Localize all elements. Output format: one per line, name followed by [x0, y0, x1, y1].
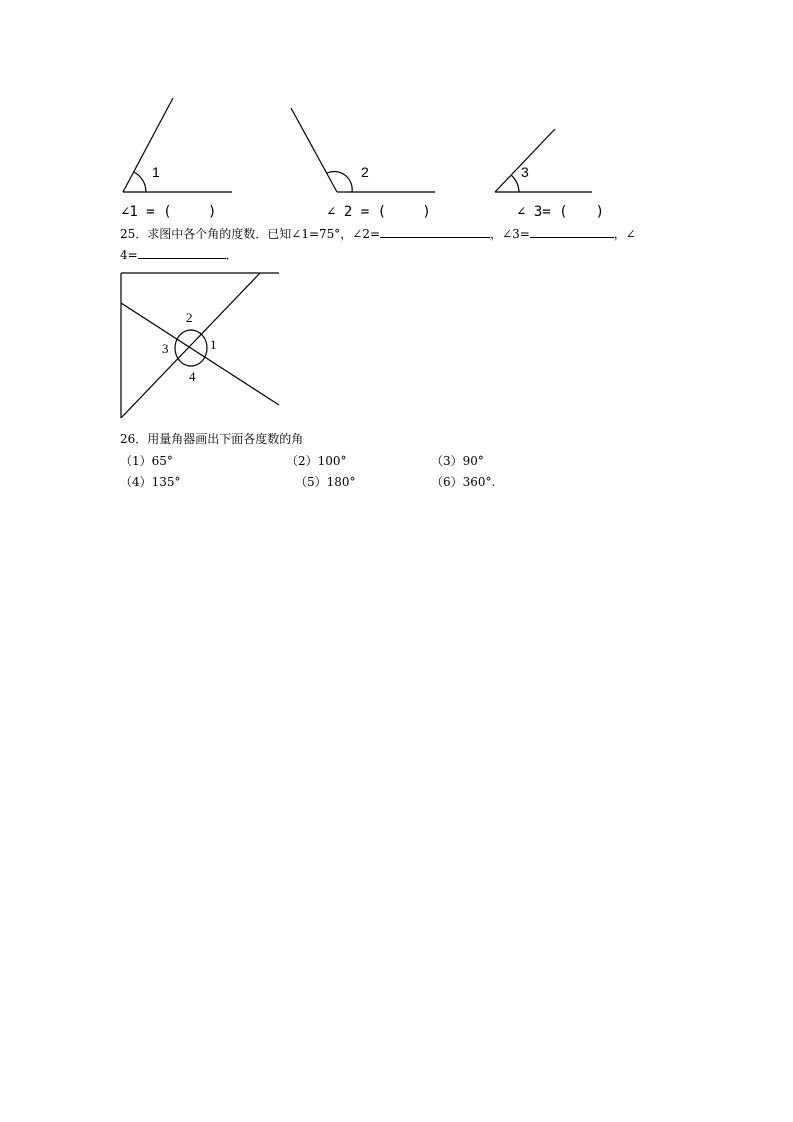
- cross-label-4: 4: [189, 369, 196, 384]
- q26-option-2: （2）100°: [286, 454, 347, 468]
- q25-text: 25．求图中各个角的度数．已知∠1=75°，∠2=: [120, 227, 381, 241]
- angle-2-mark: 2: [361, 164, 369, 180]
- q26-option-3: （3）90°: [431, 454, 484, 468]
- q26-option-1: （1）65°: [120, 454, 173, 468]
- angle-1-answer: ∠1 = ( ): [121, 204, 217, 220]
- cross-label-3: 3: [162, 341, 169, 356]
- q26-option-5: （5）180°: [295, 475, 356, 489]
- q26-title: 26．用量角器画出下面各度数的角: [120, 432, 304, 446]
- angle-3-answer: ∠ 3= ( ): [517, 204, 605, 220]
- q25-end: ．: [225, 248, 238, 262]
- angle-1-mark: 1: [152, 164, 160, 180]
- q25-sep-c: ，∠: [613, 227, 636, 241]
- angle-3-mark: 3: [521, 164, 529, 180]
- q26-option-6: （6）360°.: [431, 475, 496, 489]
- cross-label-1: 1: [210, 337, 217, 352]
- q25-text-4: 4=: [120, 248, 138, 262]
- q25-sep-b: ，∠3=: [490, 227, 530, 241]
- angle-2-answer: ∠ 2 = ( ): [327, 204, 431, 220]
- q26-option-4: （4）135°: [120, 475, 181, 489]
- cross-label-2: 2: [186, 310, 193, 325]
